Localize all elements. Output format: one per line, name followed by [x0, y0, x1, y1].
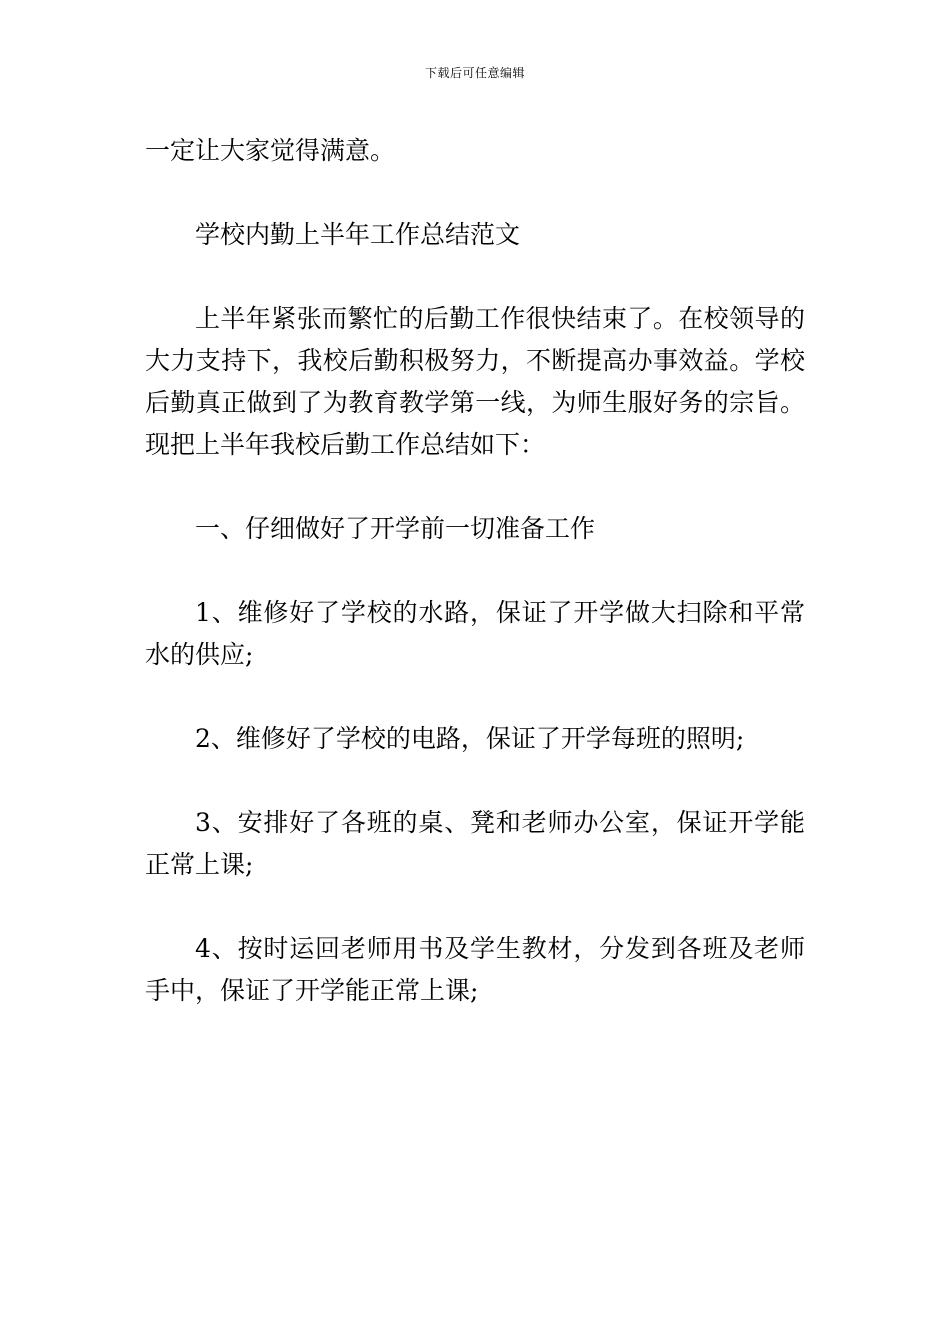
- list-item: 2、维修好了学校的电路，保证了开学每班的照明;: [195, 724, 745, 753]
- list-item: 1、维修好了学校的水路，保证了开学做大扫除和平常水的供应;: [145, 598, 805, 669]
- paragraph-intro: 上半年紧张而繁忙的后勤工作很快结束了。在校领导的大力支持下，我校后勤积极努力，不断提高办事效益。学校后勤真正做到了为教育教学第一线，为师生服好务的宗旨。现把上半年我校后勤工作总结如下：: [145, 304, 805, 459]
- list-item: 3、安排好了各班的桌、凳和老师办公室，保证开学能正常上课;: [145, 808, 805, 879]
- section-heading: 一、仔细做好了开学前一切准备工作: [195, 514, 596, 543]
- page-header: 下载后可任意编辑: [424, 66, 525, 80]
- document-title: 学校内勤上半年工作总结范文: [195, 220, 521, 249]
- list-item: 4、按时运回老师用书及学生教材，分发到各班及老师手中，保证了开学能正常上课;: [145, 934, 805, 1005]
- paragraph-continuation: 一定让大家觉得满意。: [145, 136, 396, 165]
- document-body: [145, 130, 805, 1054]
